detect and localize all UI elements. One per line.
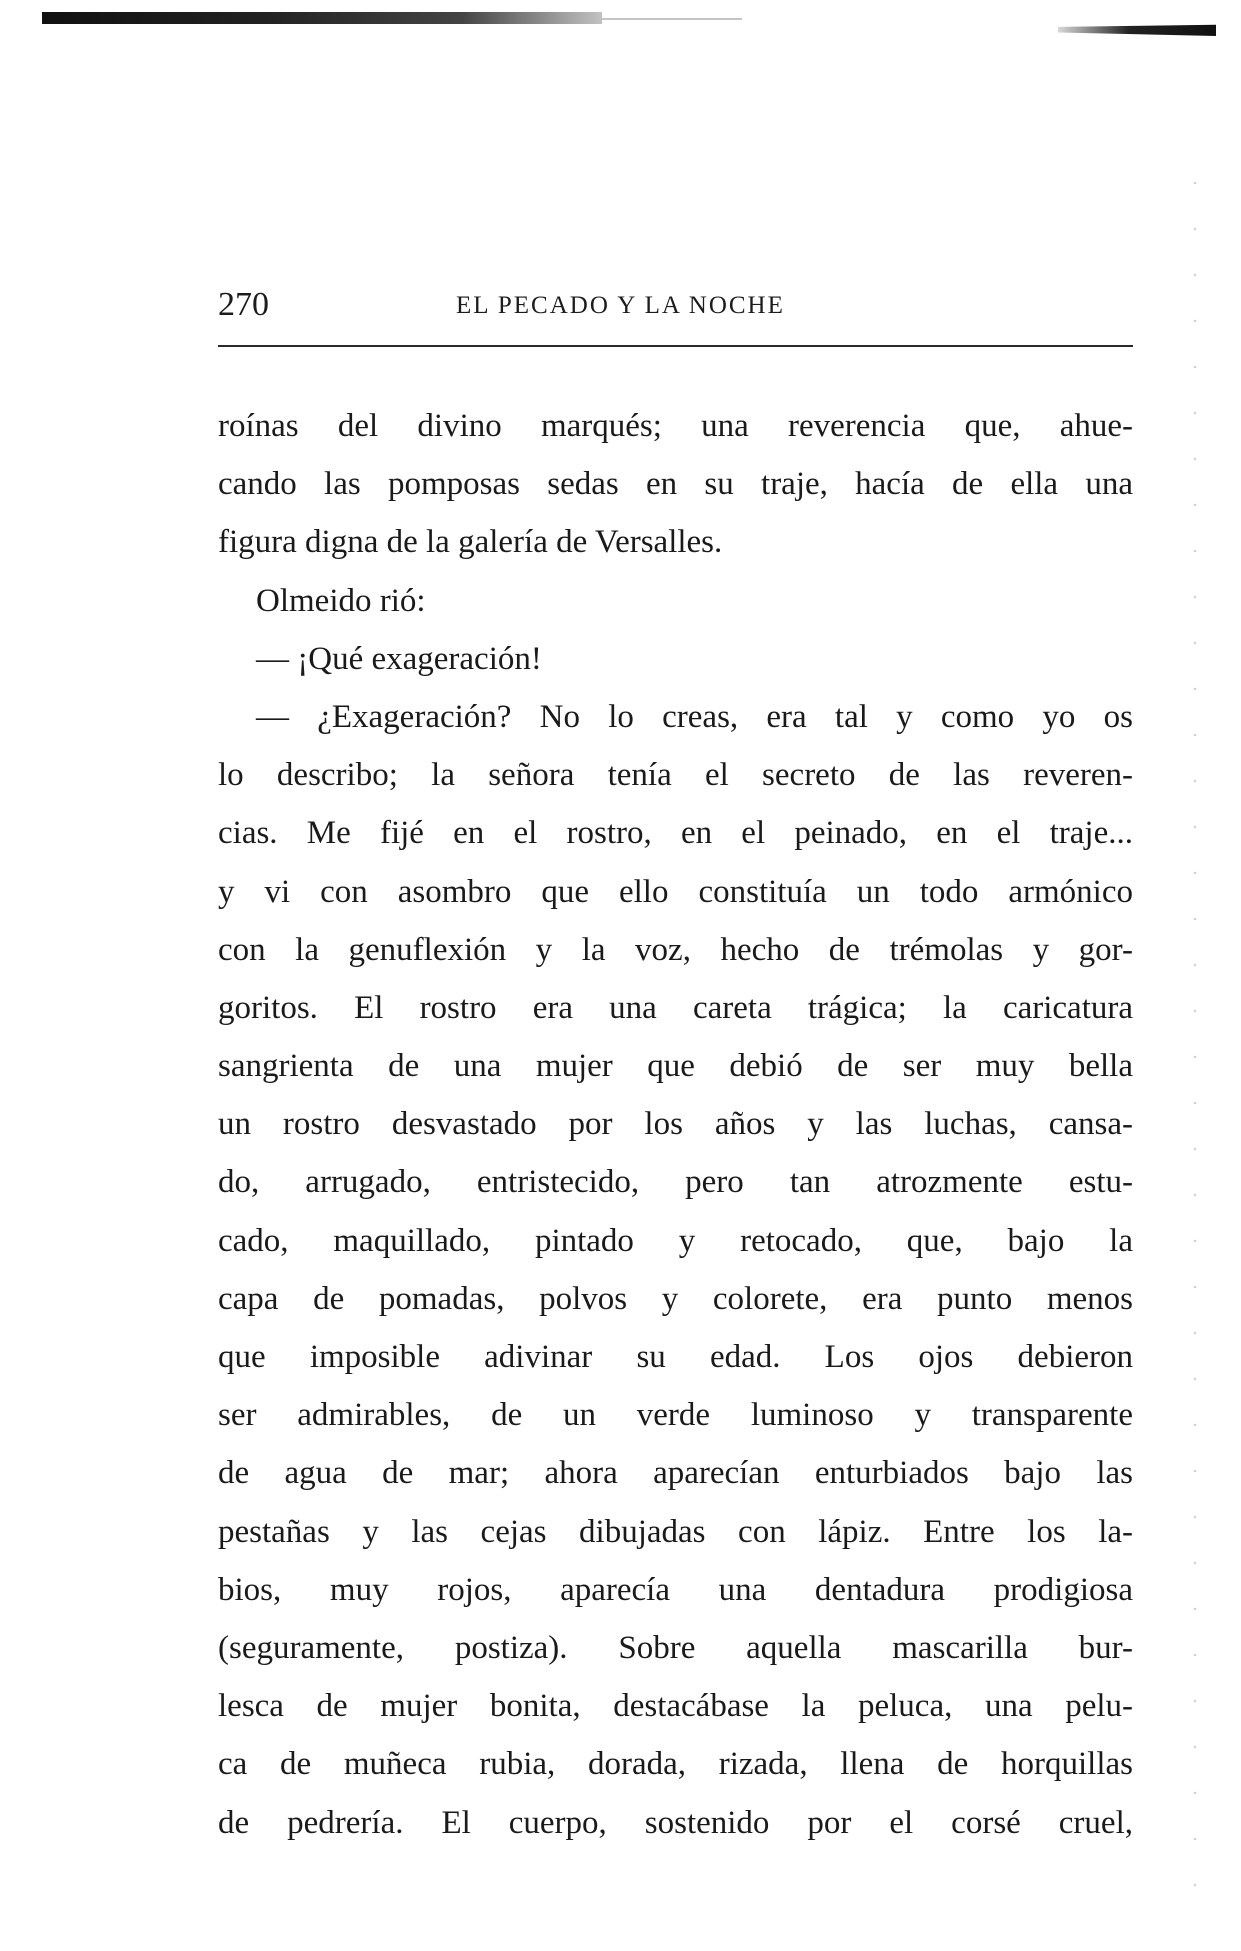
text-line: y vi con asombro que ello constituía un todo armónico [218,873,1133,910]
text-line: (seguramente, postiza). Sobre aquella mascarilla bur- [218,1629,1133,1666]
text-line: cado, maquillado, pintado y retocado, que, bajo la [218,1222,1133,1259]
text-line: un rostro desvastado por los años y las luchas, cansa- [218,1106,1133,1143]
text-line: capa de pomadas, polvos y colorete, era punto menos [218,1280,1133,1317]
text-line: pestañas y las cejas dibujadas con lápiz. Entre los la- [218,1513,1133,1550]
text-line: sangrienta de una mujer que debió de ser muy bella [218,1048,1133,1085]
text-line: Olmeido rió: [256,582,426,619]
paper-edge-specks [1180,160,1210,1920]
scan-edge-bar-left [42,12,602,24]
text-line: — ¡Qué exageración! [256,640,542,677]
text-line: de pedrería. El cuerpo, sostenido por el corsé cruel, [218,1804,1133,1841]
text-line: que imposible adivinar su edad. Los ojos debieron [218,1339,1133,1375]
text-line: goritos. El rostro era una careta trágica; la caricatura [218,989,1133,1026]
text-line: figura digna de la galería de Versalles. [218,524,723,561]
text-line: de agua de mar; ahora aparecían enturbiados bajo las [218,1455,1133,1492]
text-line: — ¿Exageración? No lo creas, era tal y como yo os [256,698,1133,735]
scan-edge-bar-right [1058,22,1216,36]
running-title: EL PECADO Y LA NOCHE [456,292,785,319]
header-rule [218,345,1133,347]
text-line: ser admirables, de un verde luminoso y transparente [218,1397,1133,1434]
text-line: roínas del divino marqués; una reverencia que, ahue- [218,408,1133,444]
body-text [218,397,1133,1852]
text-line: con la genuflexión y la voz, hecho de trémolas y gor- [218,931,1133,968]
text-line: lesca de mujer bonita, destacábase la peluca, una pelu- [218,1688,1133,1725]
page-header [218,282,1133,332]
page-number: 270 [218,286,269,323]
text-line: cando las pomposas sedas en su traje, hacía de ella una [218,466,1133,503]
text-line: bios, muy rojos, aparecía una dentadura prodigiosa [218,1571,1133,1608]
text-line: ca de muñeca rubia, dorada, rizada, llena de horquillas [218,1746,1133,1783]
text-line: lo describo; la señora tenía el secreto de las reveren- [218,757,1133,794]
text-line: cias. Me fijé en el rostro, en el peinado, en el traje... [218,815,1133,852]
text-line: do, arrugado, entristecido, pero tan atrozmente estu- [218,1164,1133,1201]
